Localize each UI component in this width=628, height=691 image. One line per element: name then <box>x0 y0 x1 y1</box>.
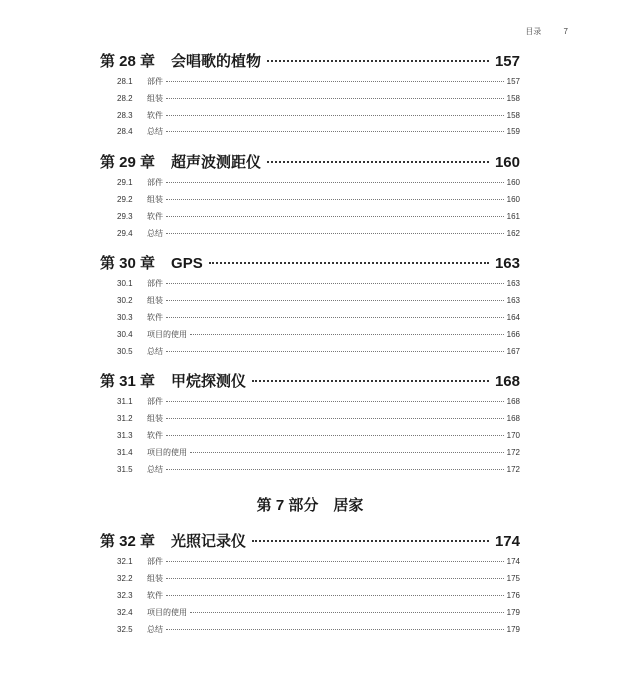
chapter-title: 甲烷探测仪 <box>171 373 247 391</box>
section-page: 159 <box>506 127 520 137</box>
dot-leader <box>166 469 504 470</box>
toc-chapter <box>100 151 520 244</box>
section-page: 163 <box>506 296 520 306</box>
chapter-entry[interactable] <box>100 252 520 274</box>
section-page: 179 <box>506 624 520 634</box>
chapter-page: 163 <box>494 255 520 273</box>
dot-leader <box>252 380 489 382</box>
section-page: 157 <box>506 77 520 86</box>
dot-leader <box>166 81 504 82</box>
section-page: 160 <box>506 194 520 204</box>
dot-leader <box>166 435 504 436</box>
section-page: 172 <box>506 447 520 457</box>
section-entry[interactable] <box>100 556 520 573</box>
dot-leader <box>166 595 504 596</box>
section-entry[interactable] <box>100 607 520 624</box>
section-entry[interactable] <box>100 295 520 312</box>
section-number: 29.1 <box>117 178 133 188</box>
toc-chapter <box>100 370 520 480</box>
dot-leader <box>166 578 504 579</box>
section-title: 总结 <box>147 346 163 356</box>
section-page: 158 <box>506 93 520 103</box>
section-entry[interactable] <box>100 126 520 143</box>
section-number: 29.3 <box>117 211 133 221</box>
section-number: 32.4 <box>117 607 133 617</box>
section-number: 28.2 <box>117 93 133 103</box>
chapter-number: 第 28 章 <box>100 53 156 70</box>
section-entry[interactable] <box>100 278 520 295</box>
section-title: 组装 <box>147 194 163 204</box>
section-entry[interactable] <box>100 177 520 194</box>
section-title: 部件 <box>147 279 163 289</box>
dot-leader <box>166 115 504 116</box>
dot-leader <box>252 540 489 542</box>
section-number: 32.1 <box>117 557 133 567</box>
running-header-section: 目录 <box>525 27 542 36</box>
section-number: 32.2 <box>117 574 133 584</box>
section-entry[interactable] <box>100 228 520 245</box>
dot-leader <box>166 629 504 630</box>
dot-leader <box>166 283 504 284</box>
section-page: 163 <box>506 279 520 289</box>
section-title: 部件 <box>147 557 163 567</box>
section-page: 161 <box>506 211 520 221</box>
section-number: 29.4 <box>117 228 133 238</box>
section-number: 32.5 <box>117 624 133 634</box>
chapter-number: 第 32 章 <box>100 533 156 551</box>
section-title: 项目的使用 <box>147 607 187 617</box>
section-entry[interactable] <box>100 346 520 363</box>
running-header <box>525 26 568 37</box>
section-title: 组装 <box>147 296 163 306</box>
chapter-page: 174 <box>494 533 520 551</box>
part-heading: 第 7 部分 居家 <box>256 497 364 515</box>
table-of-contents <box>100 50 520 648</box>
section-entry[interactable] <box>100 413 520 430</box>
section-title: 总结 <box>147 127 163 137</box>
section-page: 174 <box>506 557 520 567</box>
chapter-number: 第 31 章 <box>100 373 156 391</box>
dot-leader <box>166 300 504 301</box>
chapter-entry[interactable] <box>100 370 520 392</box>
section-page: 175 <box>506 574 520 584</box>
section-entry[interactable] <box>100 194 520 211</box>
section-number: 30.3 <box>117 312 133 322</box>
section-title: 软件 <box>147 590 163 600</box>
section-title: 软件 <box>147 211 163 221</box>
dot-leader <box>166 401 504 402</box>
toc-chapters-part7 <box>100 530 520 640</box>
section-title: 组装 <box>147 93 163 103</box>
dot-leader <box>190 612 504 613</box>
dot-leader <box>166 351 504 352</box>
section-page: 162 <box>506 228 520 238</box>
section-number: 31.4 <box>117 447 133 457</box>
toc-chapter <box>100 50 520 143</box>
section-page: 168 <box>506 414 520 424</box>
chapter-entry[interactable] <box>100 151 520 173</box>
dot-leader <box>166 418 504 419</box>
section-entry[interactable] <box>100 76 520 93</box>
dot-leader <box>267 161 489 163</box>
section-number: 30.1 <box>117 279 133 289</box>
chapter-page: 157 <box>494 53 520 70</box>
section-page: 172 <box>506 464 520 474</box>
section-number: 31.5 <box>117 464 133 474</box>
section-page: 168 <box>506 397 520 407</box>
section-number: 30.5 <box>117 346 133 356</box>
section-number: 30.2 <box>117 296 133 306</box>
section-page: 166 <box>506 329 520 339</box>
section-title: 组装 <box>147 574 163 584</box>
section-entry[interactable] <box>100 464 520 481</box>
section-title: 软件 <box>147 430 163 440</box>
section-entry[interactable] <box>100 447 520 464</box>
dot-leader <box>190 452 504 453</box>
section-entry[interactable] <box>100 573 520 590</box>
section-title: 部件 <box>147 77 163 86</box>
section-number: 31.1 <box>117 397 133 407</box>
section-entry[interactable] <box>100 590 520 607</box>
section-entry[interactable] <box>100 312 520 329</box>
section-entry[interactable] <box>100 624 520 641</box>
section-title: 项目的使用 <box>147 447 187 457</box>
dot-leader <box>166 317 504 318</box>
dot-leader <box>166 131 504 132</box>
section-title: 软件 <box>147 312 163 322</box>
section-number: 29.2 <box>117 194 133 204</box>
chapter-entry[interactable] <box>100 530 520 552</box>
chapter-page: 160 <box>494 154 520 172</box>
dot-leader <box>166 233 504 234</box>
chapter-title: GPS <box>171 255 203 273</box>
section-number: 28.1 <box>117 77 133 86</box>
dot-leader <box>166 182 504 183</box>
section-entry[interactable] <box>100 329 520 346</box>
toc-chapter <box>100 252 520 362</box>
section-page: 179 <box>506 607 520 617</box>
section-title: 软件 <box>147 110 163 120</box>
toc-chapter <box>100 530 520 640</box>
section-entry[interactable] <box>100 430 520 447</box>
section-title: 组装 <box>147 414 163 424</box>
section-title: 部件 <box>147 397 163 407</box>
toc-chapters-part6 <box>100 50 520 480</box>
chapter-number: 第 29 章 <box>100 154 156 172</box>
chapter-title: 光照记录仪 <box>171 533 247 551</box>
section-number: 28.4 <box>117 127 133 137</box>
dot-leader <box>267 60 489 62</box>
section-page: 160 <box>506 178 520 188</box>
chapter-page: 168 <box>494 373 520 391</box>
section-title: 总结 <box>147 624 163 634</box>
section-number: 31.2 <box>117 414 133 424</box>
page-number: 7 <box>563 27 568 36</box>
section-title: 项目的使用 <box>147 329 187 339</box>
section-entry[interactable] <box>100 93 520 110</box>
dot-leader <box>209 262 489 264</box>
dot-leader <box>166 199 504 200</box>
dot-leader <box>166 216 504 217</box>
section-entry[interactable] <box>100 211 520 228</box>
section-page: 170 <box>506 430 520 440</box>
chapter-title: 超声波测距仪 <box>171 154 262 172</box>
chapter-title: 会唱歌的植物 <box>171 53 262 70</box>
dot-leader <box>190 334 504 335</box>
section-number: 32.3 <box>117 590 133 600</box>
chapter-entry[interactable] <box>100 50 520 72</box>
section-page: 158 <box>506 110 520 120</box>
chapter-number: 第 30 章 <box>100 255 156 273</box>
section-page: 176 <box>506 590 520 600</box>
section-number: 31.3 <box>117 430 133 440</box>
dot-leader <box>166 98 504 99</box>
section-page: 167 <box>506 346 520 356</box>
section-number: 30.4 <box>117 329 133 339</box>
section-title: 总结 <box>147 464 163 474</box>
dot-leader <box>166 561 504 562</box>
section-entry[interactable] <box>100 396 520 413</box>
section-title: 总结 <box>147 228 163 238</box>
section-entry[interactable] <box>100 110 520 127</box>
section-number: 28.3 <box>117 110 133 120</box>
section-title: 部件 <box>147 178 163 188</box>
section-page: 164 <box>506 312 520 322</box>
